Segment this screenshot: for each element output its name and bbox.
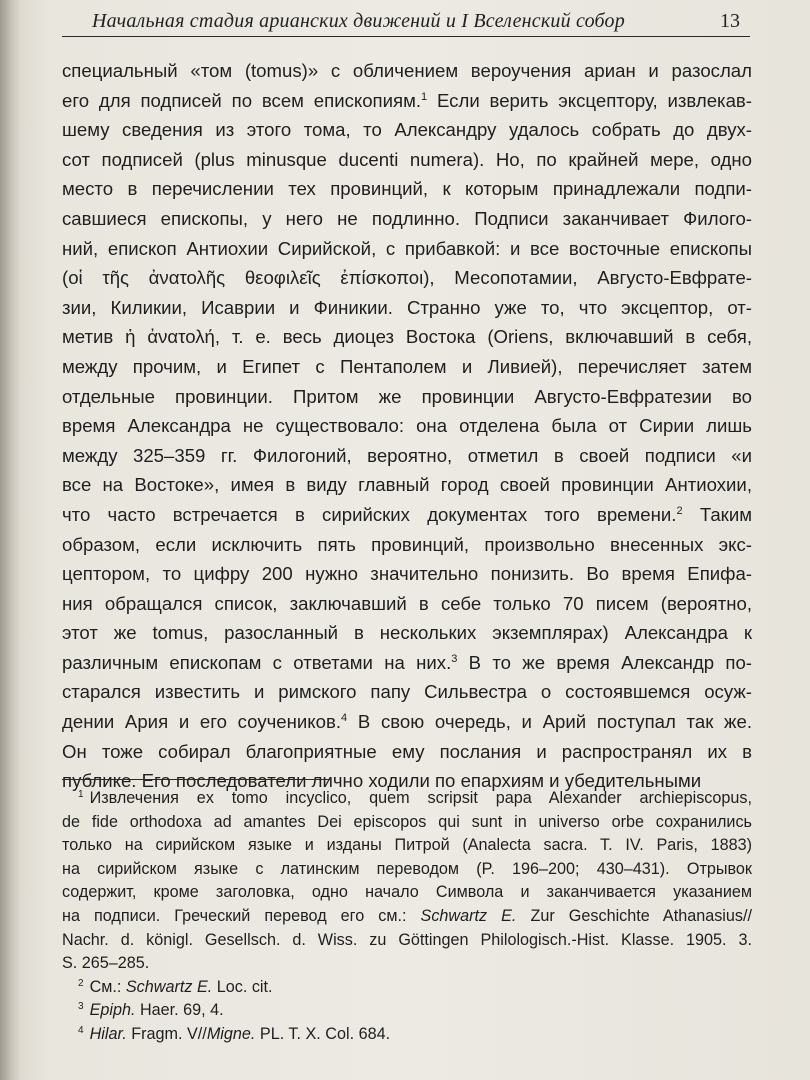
running-title: Начальная стадия арианских движений и I Вселенский собор bbox=[92, 10, 625, 32]
footnote-line: на подписи. Греческий перевод его см.: Schwartz E. Zur Geschichte Athanasius// bbox=[62, 906, 752, 925]
text-line: время Александра не существовало: она отделена была от Сирии лишь bbox=[62, 415, 752, 437]
text-line: дении Ария и его соучеников.$^4$ В свою очередь, и Арий поступал так же. bbox=[62, 711, 752, 733]
text-line: ний, епископ Антиохии Сирийской, с прибавкой: и все восточные епископы bbox=[62, 237, 752, 259]
footnote-line: de fide orthodoxa ad amantes Dei episcopos qui sunt in universo orbe сохранились bbox=[62, 812, 752, 831]
footnote-ref: 1 bbox=[421, 90, 428, 103]
main-text bbox=[62, 56, 752, 796]
running-header bbox=[62, 6, 750, 37]
footnote-line: S. 265–285. bbox=[62, 954, 150, 973]
footnote-line: только на сирийском языке и изданы Питрой (Analecta sacra. T. IV. Paris, 1883) bbox=[62, 836, 752, 855]
text-line: старался известить и римского папу Сильвестра о состоявшемся осуж- bbox=[62, 681, 752, 703]
footnote-3: $^3$ Epiph. Haer. 69, 4. bbox=[78, 1001, 224, 1020]
text-line: шему сведения из этого тома, то Александру удалось собрать до двух- bbox=[62, 119, 752, 141]
page-number: 13 bbox=[720, 10, 740, 32]
text-line: его для подписей по всем епископиям.$^1$ Если верить эксцептору, извлекав- bbox=[62, 89, 752, 111]
footnote-separator bbox=[62, 779, 330, 780]
text-line: все на Востоке», имея в виду главный город своей провинции Антиохии, bbox=[62, 474, 752, 496]
text-line: савшиеся епископы, у него не подлинно. Подписи заканчивает Филого- bbox=[62, 207, 752, 229]
text-line: цептором, то цифру 200 нужно значительно понизить. Во время Епифа- bbox=[62, 563, 752, 585]
text-line: между прочим, и Египет с Пентаполем и Ливией), перечисляет затем bbox=[62, 355, 752, 377]
footnote-2: $^2$ См.: Schwartz E. Loc. cit. bbox=[78, 977, 273, 996]
footnotes bbox=[62, 787, 752, 1047]
text-line: сот подписей (plus minusque ducenti numera). Но, по крайней мере, одно bbox=[62, 148, 752, 170]
footnote-4: $^4$ Hilar. Fragm. V//Migne. PL. T. X. Col. 684. bbox=[78, 1024, 391, 1043]
footnote-ref: 4 bbox=[341, 712, 348, 725]
footnote-ref: 2 bbox=[676, 504, 683, 517]
text-line: метив ἡ ἀνατολή, т. е. весь диоцез Востока (Oriens, включавший в себя, bbox=[62, 326, 752, 348]
text-line: Он тоже собирал благоприятные ему послания и распространял их в bbox=[62, 740, 752, 762]
footnote-line: содержит, кроме заголовка, одно начало Символа и заканчивается указанием bbox=[62, 883, 752, 902]
footnote-line: Nachr. d. königl. Gesellsch. d. Wiss. zu Göttingen Philologisch.-Hist. Klasse. 1905. 3. bbox=[62, 930, 752, 949]
text-line: образом, если исключить пять провинций, произвольно внесенных экс- bbox=[62, 533, 752, 555]
text-line: этот же tomus, разосланный в нескольких экземплярах) Александра к bbox=[62, 622, 752, 644]
text-line: место в перечислении тех провинций, к которым принадлежали подпи- bbox=[62, 178, 752, 200]
footnote-number: 1 bbox=[78, 789, 84, 800]
text-line: различным епископам с ответами на них.$^3$ В то же время Александр по- bbox=[62, 651, 752, 673]
text-line: зии, Киликии, Исаврии и Финикии. Странно уже то, что эксцептор, от- bbox=[62, 296, 752, 318]
text-line: ния обращался список, заключавший в себе только 70 писем (вероятно, bbox=[62, 592, 752, 614]
footnote-line: на сирийском языке с латинским переводом (P. 196–200; 430–431). Отрывок bbox=[62, 859, 752, 878]
text-line: между 325–359 гг. Филогоний, вероятно, отметил в своей подписи «и bbox=[62, 444, 752, 466]
text-line: специальный «том (tomus)» с обличением вероучения ариан и разослал bbox=[62, 60, 752, 81]
text-line: отдельные провинции. Притом же провинции Августо-Евфратезии во bbox=[62, 385, 752, 407]
text-line: публике. Его последователи лично ходили по епархиям и убедительными bbox=[62, 770, 702, 792]
footnote-ref: 3 bbox=[451, 652, 458, 665]
text-line: что часто встречается в сирийских документах того времени.$^2$ Таким bbox=[62, 503, 752, 525]
footnote-1: $^1$ Извлечения ex tomo incyclico, quem scripsit papa Alexander archiepiscopus, bbox=[78, 789, 752, 807]
page-gutter bbox=[0, 0, 20, 1080]
text-line: (οἱ τῆς ἀνατολῆς θεοφιλεῖς ἐπίσκοποι), Месопотамии, Августо-Евфрате- bbox=[62, 267, 752, 289]
